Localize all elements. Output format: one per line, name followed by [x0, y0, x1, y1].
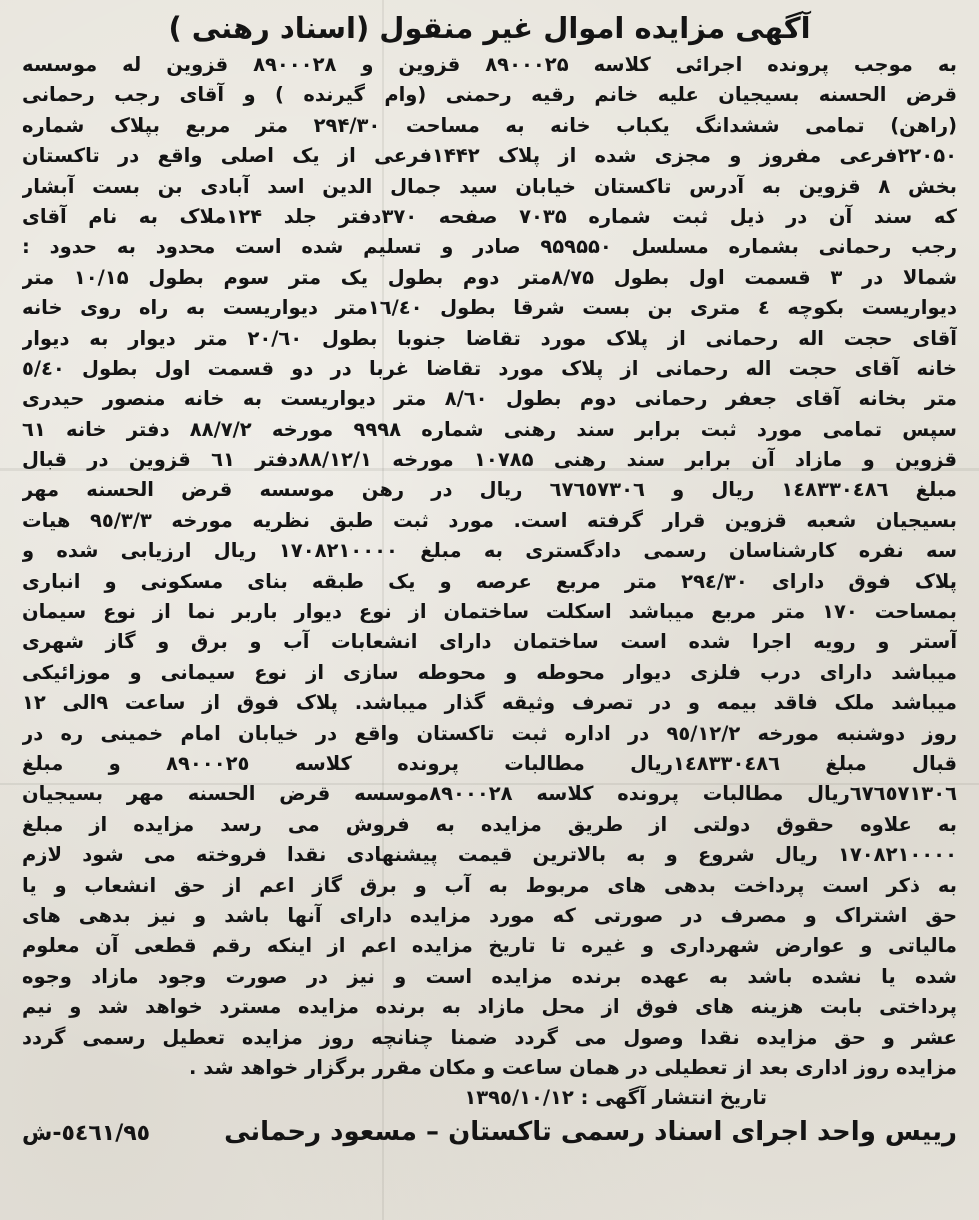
body-line: آستر و رویه اجرا شده است ساختمان دارای انشعابات آب و برق و گاز شهری: [22, 630, 957, 654]
body-line: بسیجیان شعبه قزوین قرار گرفته است. مورد ثبت طبق نظریه مورخه ۹٥/۳/۳ هیات: [22, 508, 957, 532]
body-line: رجب رحمانی بشماره مسلسل ۹۵۹۵۵۰ صادر و تسلیم شده است محدود به حدود :: [22, 235, 957, 259]
body-line: دیواریست بکوچه ٤ متری بن بست شرقا بطول ۱٦/٤۰متر دیواریست به راه روی خانه: [22, 296, 957, 320]
body-line: به ذکر است پرداخت بدهی های مربوط به آب و برق گاز اعم از حق انشعاب و یا: [22, 873, 957, 897]
body-line: خانه آقای حجت اله رحمانی از پلاک مورد تقاضا غربا در دو قسمت اول بطول ٥/٤۰: [22, 356, 957, 380]
body-line: حق اشتراک و مصرف در صورتی که مورد مزایده دارای آنها باشد و نیز بدهی های: [22, 903, 957, 927]
body-line: روز دوشنبه مورخه ۹٥/۱۲/۲ در اداره ثبت تاکستان واقع در خیابان امام خمینی ره در: [22, 721, 957, 745]
body-line: به موجب پرونده اجرائی کلاسه ۸۹۰۰۰۲۵ قزوین و ۸۹۰۰۰۲۸ قزوین له موسسه: [22, 53, 957, 76]
body-line: شمالا در ۳ قسمت اول بطول ۸/۷۵متر دوم بطول یک متر سوم بطول ۱۰/۱۵ متر: [22, 265, 957, 289]
body-line: میباشد ملک فاقد بیمه و در تصرف وثیقه گذار میباشد. پلاک فوق از ساعت ۹الی ۱۲: [22, 691, 957, 715]
notice-footer: [22, 1117, 957, 1147]
body-line: (راهن) تمامی ششدانگ یکباب خانه به مساحت ۲۹۴/۳۰ متر مربع بپلاک شماره: [22, 113, 957, 137]
body-line: که سند آن در ذیل ثبت شماره ۷۰۳۵ صفحه ۳۷۰دفتر جلد ۱۲۴ملاک به نام آقای: [22, 204, 957, 228]
body-line: پرداختی بابت هزینه های فوق از محل مازاد به برنده مزایده مسترد خواهد شد و نیم: [22, 995, 957, 1019]
notice-body: [22, 50, 957, 1083]
body-line: متر بخانه آقای جعفر رحمانی دوم بطول ۸/٦۰ متر دیواریست به خانه منصور حیدری: [22, 387, 957, 411]
body-line: مالیاتی و عوارض شهرداری و غیره تا تاریخ مزایده اعم از اینکه رقم قطعی آن معلوم: [22, 934, 957, 958]
notice-title: آگهی مزایده اموال غیر منقول (اسناد رهنی ): [168, 11, 811, 45]
body-line: سپس تمامی مورد ثبت برابر سند رهنی شماره ۹۹۹۸ مورخه ۸۸/۷/۲ دفتر خانه ٦۱: [22, 417, 957, 441]
publication-date: تاریخ انتشار آگهی : ۱۳۹٥/۱۰/۱۲: [464, 1086, 767, 1110]
body-line: قبال مبلغ ۱٤۸۳۳۰٤۸٦ریال مطالبات پرونده کلاسه ۸۹۰۰۰۲٥ و مبلغ: [22, 751, 957, 775]
signature-line: رییس واحد اجرای اسناد رسمی تاکستان – مسعود رحمانی: [224, 1117, 957, 1148]
body-line: ۲۲۰۵۰فرعی مفروز و مجزی شده از پلاک ۱۴۴۲فرعی از یک اصلی واقع در تاکستان: [22, 144, 957, 168]
body-line: شده یا نشده باشد به عهده برنده مزایده است و نیز در صورت وجود مازاد وجوه: [22, 964, 957, 988]
body-line: قرض الحسنه بسیجیان علیه خانم رقیه رحمنی (وام گیرنده ) و آقای رجب رحمانی: [22, 83, 957, 107]
body-line: مبلغ ۱٤۸۳۳۰٤۸٦ ریال و ٦٧٦٥٧۳۰٦ ریال در رهن موسسه قرض الحسنه مهر: [22, 478, 957, 502]
body-line: آقای حجت اله رحمانی از پلاک مورد تقاضا جنوبا بطول ۲۰/٦۰ متر دیوار به دیوار: [22, 326, 957, 350]
body-line: میباشد دارای درب فلزی دیوار محوطه و محوطه سازی از نوع سیمانی و موزائیکی: [22, 660, 957, 684]
body-line: بخش ۸ قزوین به آدرس تاکستان خیابان سید جمال الدین اسد آبادی بن بست آبشار: [22, 174, 957, 198]
notice-code: ٥٤٦۱/۹٥-ش: [22, 1121, 151, 1147]
body-line: مزایده روز اداری بعد از تعطیلی در همان ساعت و مکان مقرر برگزار خواهد شد .: [189, 1055, 957, 1079]
body-line: سه نفره کارشناسان رسمی دادگستری به مبلغ ۱۷۰۸۲۱۰۰۰۰ ریال ارزیابی شده و: [22, 539, 957, 563]
body-line: قزوین و مازاد آن برابر سند رهنی ۱۰۷۸۵ مورخه ۸۸/۱۲/۱دفتر ٦۱ قزوین در قبال: [22, 448, 957, 472]
body-line: ٦٧٦٥٧۱۳۰٦ریال مطالبات پرونده کلاسه ۸۹۰۰۰۲۸موسسه قرض الحسنه مهر بسیجیان: [22, 782, 957, 806]
body-line: به علاوه حقوق دولتی از طریق مزایده به فروش می رسد مزایده از مبلغ: [22, 812, 957, 836]
body-line: عشر و حق مزایده نقدا وصول می گردد ضمنا چنانچه روز مزایده تعطیل رسمی گردد: [22, 1025, 957, 1049]
body-line: بمساحت ۱۷۰ متر مربع میباشد اسکلت ساختمان از نوع دیوار باربر نما از نوع سیمان: [22, 600, 957, 624]
body-line: ۱۷۰۸۲۱۰۰۰۰ ریال شروع و به بالاترین قیمت پیشنهادی نقدا فروخته می شود لازم: [22, 843, 957, 867]
body-line: پلاک فوق دارای ۲۹٤/۳۰ متر مربع عرصه و یک طبقه بنای مسکونی و انباری: [22, 569, 957, 593]
